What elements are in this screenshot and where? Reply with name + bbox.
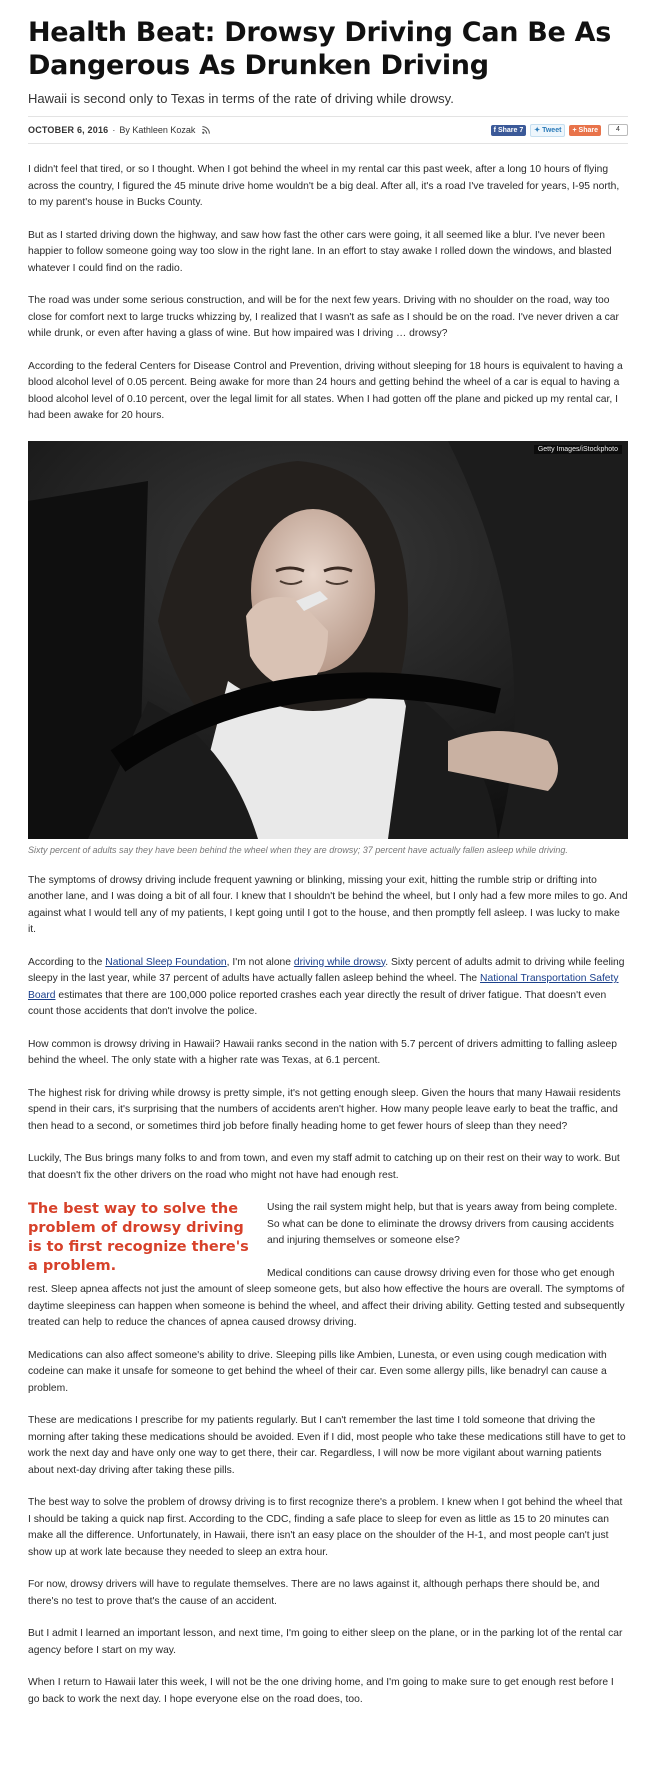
paragraph-9: Luckily, The Bus brings many folks to and from town, and even my staff admit to catching up on their rest on their way to work. But that doesn't fix the other drivers on the road who might not have had enough rest. (28, 1153, 620, 1181)
p6-text-1: According to the (28, 956, 106, 968)
paragraph-8: The highest risk for driving while drowsy is pretty simple, it's not getting enough sleep. Given the hours that many Hawaii residents spend in their cars, it's surprising that the numbers of accidents aren't higher. How many people leave early to beat the traffic, and then head to a second, or sometimes third job before finally heading home to get fewer hours of sleep than they need? (28, 1087, 621, 1132)
paragraph-16: But I admit I learned an important lesson, and next time, I'm going to either sleep on the plane, or in the parking lot of the rental car agency before I start on my way. (28, 1628, 623, 1656)
author-byline[interactable]: By Kathleen Kozak (119, 125, 196, 135)
paragraph-6 (28, 955, 628, 1021)
paragraph-14: The best way to solve the problem of drowsy driving is to first recognize there's a problem. I knew when I got behind the wheel that I should be taking a quick nap first. According to the CDC, finding a safe place to sleep for even as little as 15 to 20 minutes can make all the difference. Unfortunately, in Hawaii, there isn't an easy place on the shoulder of the H-1, and most people can't just show up at work late because they needed to sleep an extra hour. (28, 1497, 623, 1558)
paragraph-7: How common is drowsy driving in Hawaii? Hawaii ranks second in the nation with 5.7 percent of drivers admitting to falling asleep behind the wheel. The only state with a higher rate was Texas, at 6.1 percent. (28, 1038, 617, 1066)
photo-credit: Getty Images/iStockphoto (534, 445, 622, 454)
paragraph-13: These are medications I prescribe for my patients regularly. But I can't remember the last time I told someone that driving the morning after taking these medications should be avoided. Even if I did, most people who take these medications still have to get to work the next day and have only one way to get there, their car. Regardless, I will now be more vigilant about warning patients about next-day driving after taking these pills. (28, 1415, 626, 1476)
twitter-bird-icon: ✦ (534, 127, 541, 134)
paragraph-1: I didn't feel that tired, or so I thought. When I got behind the wheel in my rental car this past week, after a long 10 hours of flying across the country, I figured the 45 minute drive home wouldn't be a big deal. After all, it's a road I've traveled for years, I-95 north, to my parent's house in Bucks County. (28, 164, 620, 208)
pull-quote: The best way to solve the problem of drowsy driving is to first recognize there's a problem. (28, 1201, 249, 1274)
paragraph-11: Medical conditions can cause drowsy driving even for those who get enough rest. Sleep apnea affects not just the amount of sleep someone gets, but also how effective the hours are overall. The symptoms of daytime sleepiness can happen when someone is behind the wheel, and affect their driving ability. Getting tested and subsequently treated can help to reduce the chances of apnea caused drowsy driving. (28, 1267, 625, 1328)
p6-text-2: , I'm not alone (226, 956, 294, 968)
plus-icon: + (572, 126, 577, 134)
paragraph-2: But as I started driving down the highway, and saw how fast the other cars were going, it all seemed like a blur. I've never been happier to follow someone going way too slow in the right lane. In an effort to stay awake I rolled down the windows, and blasted whatever I could find on the radio. (28, 229, 612, 274)
p6-text-3: . Sixty percent of adults admit to driving while feeling sleepy in the last year, while 37 percent of adults have actually fallen asleep behind the wheel. The (28, 956, 625, 984)
article-page (28, 0, 628, 1708)
paragraph-10: Using the rail system might help, but that is years away from being complete. So what can be done to eliminate the drowsy drivers from causing accidents and injuring themselves or someone else? (267, 1202, 618, 1246)
ntsb-link[interactable]: National Transportation Safety Board (28, 973, 619, 1001)
byline-group (28, 125, 210, 135)
paragraph-4: According to the federal Centers for Disease Control and Prevention, driving without sleeping for 18 hours is equivalent to having a blood alcohol level of 0.05 percent. Being awake for more than 24 hours and getting behind the wheel of a car is equal to having a blood alcohol level of 0.10 percent, over the legal limit for all states. When I had gotten off the plane and picked up my rental car, I had been awake for 20 hours. (28, 360, 623, 421)
rss-icon[interactable] (202, 126, 210, 134)
drowsy-driver-photo (28, 441, 628, 839)
article-meta-bar (28, 116, 628, 144)
driving-while-drowsy-link[interactable]: driving while drowsy (293, 956, 386, 968)
publish-date: OCTOBER 6, 2016 (28, 125, 109, 135)
more-share-label: Share (578, 126, 598, 134)
paragraph-12: Medications can also affect someone's ability to drive. Sleeping pills like Ambien, Lunesta, or even using cough medication with codeine can make it unsafe for someone to get behind the wheel of their car. Even some allergy pills, like benadryl can cause a problem. (28, 1349, 607, 1394)
facebook-icon: f (493, 126, 496, 134)
twitter-tweet-button[interactable] (530, 124, 565, 137)
facebook-share-label: Share 7 (497, 126, 524, 134)
more-share-button[interactable] (569, 125, 601, 136)
article-photo (28, 441, 628, 839)
meta-separator: · (112, 125, 116, 135)
p6-text-4: estimates that there are 100,000 police reported crashes each year directly the result of driver fatigue. That doesn't even count those accidents that don't involve the police. (28, 989, 607, 1017)
share-count: 4 (608, 124, 628, 136)
paragraph-17: When I return to Hawaii later this week, I will not be the one driving home, and I'm going to make sure to get enough rest before I go back to work the next day. I hope everyone else on the road does, too. (28, 1677, 614, 1705)
tweet-label: Tweet (542, 126, 562, 134)
share-buttons (491, 124, 628, 137)
national-sleep-foundation-link[interactable]: National Sleep Foundation (105, 956, 227, 968)
article-title: Health Beat: Drowsy Driving Can Be As Dangerous As Drunken Driving (28, 17, 612, 81)
paragraph-15: For now, drowsy drivers will have to regulate themselves. There are no laws against it, although perhaps there should be, and there's no test to prove that's the cause of an accident. (28, 1579, 600, 1607)
facebook-share-button[interactable] (491, 125, 527, 136)
article-subtitle: Hawaii is second only to Texas in terms of the rate of driving while drowsy. (28, 91, 454, 106)
photo-caption: Sixty percent of adults say they have been behind the wheel when they are drowsy; 37 percent have actually fallen asleep while driving. (28, 844, 568, 855)
paragraph-5: The symptoms of drowsy driving include frequent yawning or blinking, missing your exit, hitting the rumble strip or drifting into another lane, and I was doing a bit of all four. I knew that I shouldn't be behind the wheel, but I only had a few more miles to go. And against what I would tell any of my patients, I kept going until I got to the house, and then promptly fell asleep. I was lucky to make it. (28, 874, 628, 935)
paragraph-3: The road was under some serious construction, and will be for the next few years. Driving with no shoulder on the road, way too close for comfort next to large trucks whizzing by, I realized that I wasn't as safe as I should be on the road. I've never driven a car while drunk, or even after having a glass of wine. But how impaired was I driving … drowsy? (28, 295, 619, 339)
